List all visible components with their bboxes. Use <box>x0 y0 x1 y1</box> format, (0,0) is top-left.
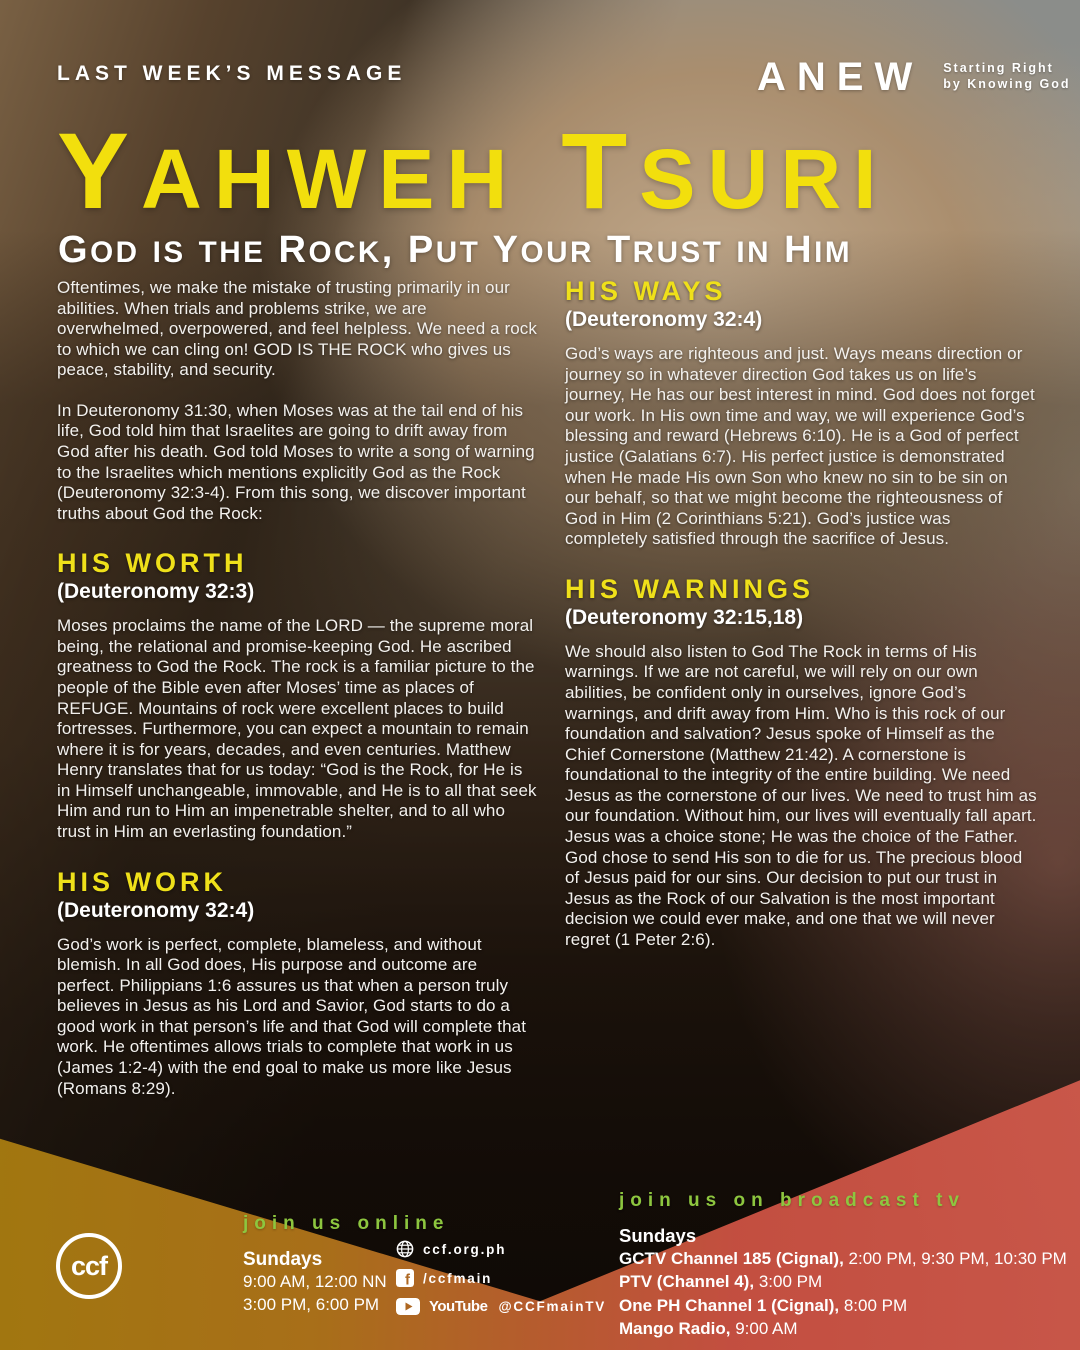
broadcast-times: 3:00 PM <box>758 1272 823 1292</box>
intro-paragraph-1: Oftentimes, we make the mistake of trusting primarily in our abilities. When trials and problems strike, we are overwhelmed, overpowered, and feel helpless. We need a rock to which we can cling on! GOD IS THE ROCK who gives us peace, stability, and security. <box>57 278 537 380</box>
facebook-link-row <box>396 1269 606 1287</box>
section-body-his-warnings: We should also listen to God The Rock in terms of His warnings. If we are not careful, we will rely on our own abilities, be confident only in ourselves, ignore God’s warnings, and drift away from Him. Who is this rock of our foundation and salvation? Jesus spoke of Himself as the Chief Cornerstone (Matthew 21:42). A cornerstone is foundational to the integrity of the entire building. We need Jesus as the cornerstone of our lives. We need to trust him as our foundation. Without him, our lives will eventually fall apart. Jesus was a choice stone; He was the choice of the Father. God chose to send His son to die for us. The precious blood of Jesus paid for our sins. Our decision to put our trust in Jesus as the Rock of our Salvation is the most important decision we could ever make, and one that we will never regret (1 Peter 2:6). <box>565 641 1037 949</box>
ccf-logo <box>56 1233 122 1299</box>
section-heading-his-worth: HIS WORTH <box>57 548 248 579</box>
facebook-icon <box>396 1269 414 1287</box>
section-body-his-ways: God’s ways are righteous and just. Ways means direction or journey so in whatever direction God takes us on life’s journey, He has our best interest in mind. God does not forget our work. In His own time and way, we will experience God’s blessing and reward (Hebrews 6:10). He is a God of perfect justice (Galatians 6:7). His perfect justice is demonstrated when He made His own Son who knew no sin to be sin on our behalf, so that we might become the righteousness of God in Him (2 Corinthians 5:21). God’s justice was completely satisfied through the sacrifice of Jesus. <box>565 344 1035 549</box>
broadcast-channel: PTV (Channel 4), <box>619 1272 755 1292</box>
broadcast-channel: One PH Channel 1 (Cignal), <box>619 1295 840 1315</box>
broadcast-times: 9:00 AM <box>735 1319 798 1339</box>
facebook-handle: /ccfmain <box>423 1270 493 1286</box>
website-url: ccf.org.ph <box>423 1241 507 1257</box>
page-subtitle: GOD IS THE ROCK, PUT YOUR TRUST IN HIM <box>58 228 852 271</box>
section-body-his-work: God’s work is perfect, complete, blameless, and without blemish. In all God does, His purpose and outcome are perfect. Philippians 1:6 assures us that when a person truly believes in Jesus as his Lord and Savior, God starts to do a good work in that person’s life and that God will complete that work. He oftentimes allows trials to complete that work in us (James 1:2-4) with the end goal to make us more like Jesus (Romans 8:29). <box>57 934 527 1098</box>
online-times-line2: 3:00 PM, 6:00 PM <box>243 1294 380 1314</box>
online-times-line1: 9:00 AM, 12:00 NN <box>243 1272 387 1291</box>
series-tagline-line1: Starting Right <box>943 61 1054 76</box>
section-ref-his-worth: (Deuteronomy 32:3) <box>57 580 255 604</box>
website-link-row <box>396 1240 606 1258</box>
section-heading-his-work: HIS WORK <box>57 866 227 897</box>
broadcast-day: Sundays <box>619 1225 697 1246</box>
ccf-logo-text: ccf <box>70 1250 108 1281</box>
section-ref-his-work: (Deuteronomy 32:4) <box>57 898 255 922</box>
broadcast-times: 2:00 PM, 9:30 PM, 10:30 PM <box>848 1249 1067 1268</box>
join-us-broadcast-block <box>619 1190 1067 1341</box>
right-column <box>565 278 1037 970</box>
series-brand-tagline <box>943 61 1070 92</box>
broadcast-times: 8:00 PM <box>843 1295 908 1315</box>
series-tagline-line2: by Knowing God <box>943 77 1071 91</box>
broadcast-line-mango <box>619 1317 1067 1340</box>
broadcast-channel: Mango Radio, <box>619 1319 731 1339</box>
globe-icon <box>396 1240 414 1258</box>
youtube-wordmark: YouTube <box>429 1298 488 1315</box>
join-us-broadcast-heading: join us on broadcast tv <box>619 1190 965 1211</box>
youtube-icon <box>396 1298 420 1315</box>
section-body-his-worth: Moses proclaims the name of the LORD — the supreme moral being, the relational and promise-keeping God. He ascribed greatness to God the Rock. The rock is a familiar picture to the people of the Bible even after Moses’ time as places of REFUGE. Mountains of rock were excellent places to build fortresses. Furthermore, you can expect a mountain to remain where it is for years, decades, and even centuries. Matthew Henry translates that for us today: “God is the Rock, for He is in Himself unchangeable, immovable, and He is to all that seek Him and run to Him an impenetrable shelter, and to all who trust in Him an everlasting foundation.” <box>57 616 537 841</box>
section-ref-his-ways: (Deuteronomy 32:4) <box>565 308 763 331</box>
page-title: YAHWEH TSURI <box>57 110 889 231</box>
social-links <box>396 1240 606 1315</box>
section-ref-his-warnings: (Deuteronomy 32:15,18) <box>565 605 804 629</box>
broadcast-line-gctv <box>619 1247 1067 1270</box>
broadcast-line-oneph <box>619 1294 1067 1317</box>
intro-paragraph-2: In Deuteronomy 31:30, when Moses was at the tail end of his life, God told him that Israelites are going to drift away from God after his death. God told Moses to write a song of warning to the Israelites which mentions explicitly God as the Rock (Deuteronomy 32:3-4). From this song, we discover important truths about God the Rock: <box>57 400 535 523</box>
broadcast-channel: GCTV Channel 185 (Cignal), <box>619 1249 844 1268</box>
left-column <box>57 278 537 1119</box>
broadcast-line-ptv <box>619 1270 1067 1293</box>
section-heading-his-ways: HIS WAYS <box>565 276 727 306</box>
series-brand-name: ANEW <box>757 55 924 99</box>
youtube-link-row <box>396 1298 606 1315</box>
series-brand <box>757 57 1071 97</box>
kicker-last-weeks-message: LAST WEEK’S MESSAGE <box>57 62 407 85</box>
youtube-handle: @CCFmainTV <box>498 1299 607 1314</box>
title-block <box>57 110 1037 271</box>
section-heading-his-warnings: HIS WARNINGS <box>565 573 815 604</box>
join-us-online-heading: join us online <box>243 1213 450 1234</box>
online-day: Sundays <box>243 1249 323 1270</box>
